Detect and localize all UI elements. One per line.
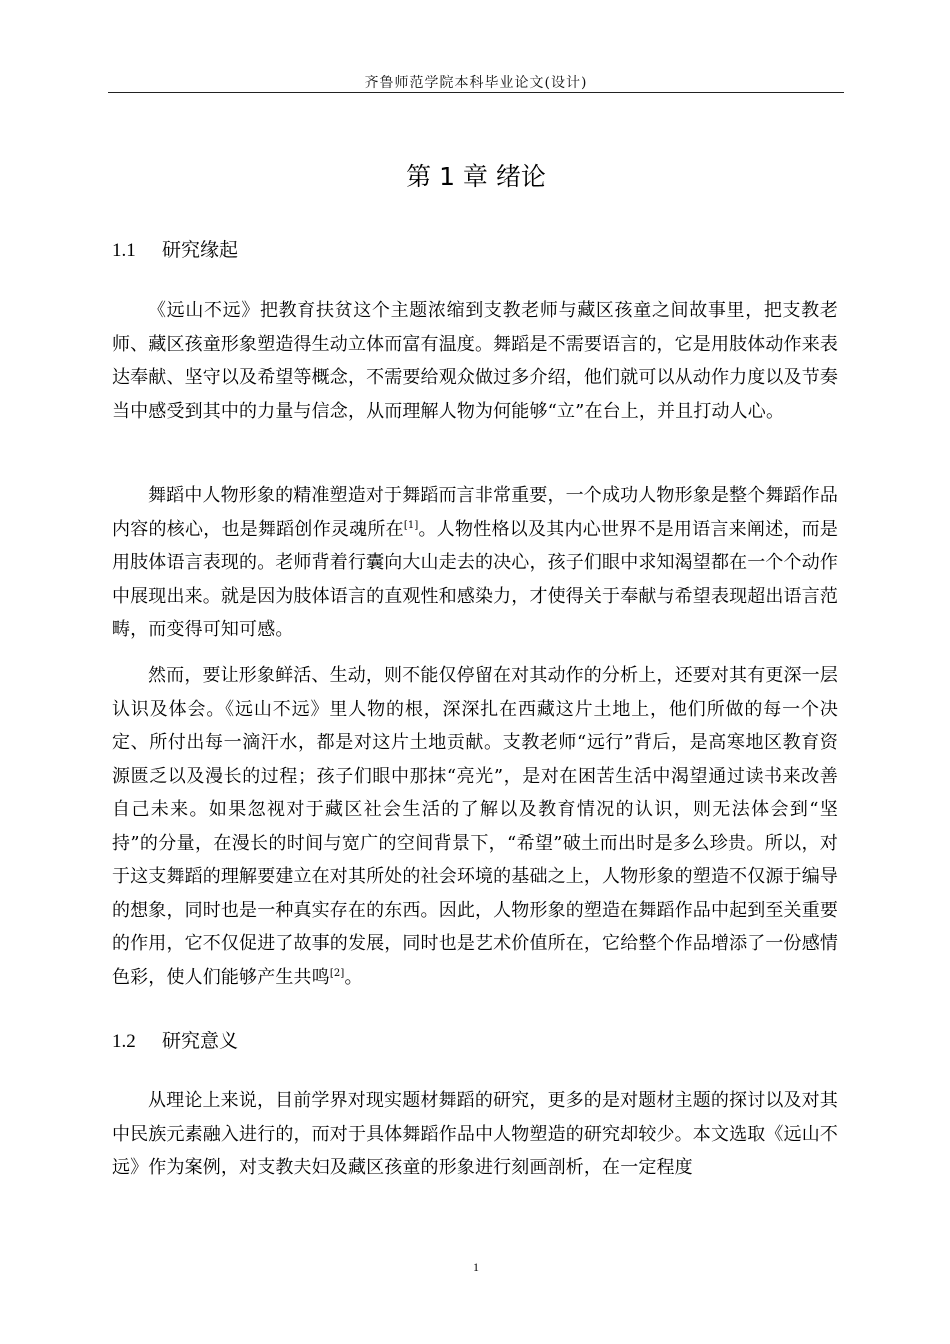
citation-ref: [2]: [329, 967, 345, 979]
section-heading-1-1: [112, 236, 238, 265]
section-heading-1-2: [112, 1027, 238, 1056]
citation-ref: [1]: [403, 519, 419, 531]
paragraph-text: 。人物性格以及其内心世界不是用语言来阐述，而是用肢体语言表现的。老师背着行囊向大山走去的决心，孩子们眼中求知渴望都在一个个动作中展现出来。就是因为肢体语言的直观性和感染力，才使得关于奉献与希望表现超出语言范畴，而变得可知可感。: [112, 518, 838, 640]
header-divider: [108, 92, 844, 93]
section-title: 研究缘起: [162, 239, 239, 261]
paragraph: [112, 659, 838, 994]
chapter-title: 第 1 章 绪论: [406, 162, 546, 191]
running-header: 齐鲁师范学院本科毕业论文(设计): [364, 75, 588, 91]
section-number: 1.1: [112, 240, 136, 261]
paragraph: 从理论上来说，目前学界对现实题材舞蹈的研究，更多的是对题材主题的探讨以及对其中民族元素融入进行的，而对于具体舞蹈作品中人物塑造的研究却较少。本文选取《远山不远》作为案例，对支教夫妇及藏区孩童的形象进行刻画剖析，在一定程度: [112, 1090, 838, 1178]
paragraph: 《远山不远》把教育扶贫这个主题浓缩到支教老师与藏区孩童之间故事里，把支教老师、藏区孩童形象塑造得生动立体而富有温度。舞蹈是不需要语言的，它是用肢体动作来表达奉献、坚守以及希望等概念，不需要给观众做过多介绍，他们就可以从动作力度以及节奏当中感受到其中的力量与信念，从而理解人物为何能够“立”在台上，并且打动人心。: [112, 300, 838, 422]
paragraph-text: 。: [344, 966, 363, 988]
section-number: 1.2: [112, 1031, 136, 1052]
page-number: 1: [473, 1260, 479, 1274]
section-title: 研究意义: [162, 1030, 239, 1052]
paragraph-text: 舞蹈中人物形象的精准塑造对于舞蹈而言非常重要，一个成功人物形象是整个舞蹈作品内容的核心，也是舞蹈创作灵魂所在: [112, 485, 838, 540]
paragraph-text: 然而，要让形象鲜活、生动，则不能仅停留在对其动作的分析上，还要对其有更深一层认识及体会。《远山不远》里人物的根，深深扎在西藏这片土地上，他们所做的每一个决定、所付出每一滴汗水，都是对这片土地贡献。支教老师“远行”背后，是高寒地区教育资源匮乏以及漫长的过程；孩子们眼中那抹“亮光”，是对在困苦生活中渴望通过读书来改善自己未来。如果忽视对于藏区社会生活的了解以及教育情况的认识，则无法体会到“坚持”的分量，在漫长的时间与宽广的空间背景下，“希望”破土而出时是多么珍贵。所以，对于这支舞蹈的理解要建立在对其所处的社会环境的基础之上，人物形象的塑造不仅源于编导的想象，同时也是一种真实存在的东西。因此，人物形象的塑造在舞蹈作品中起到至关重要的作用，它不仅促进了故事的发展，同时也是艺术价值所在，它给整个作品增添了一份感情色彩，使人们能够产生共鸣: [112, 665, 838, 988]
paragraph: [112, 479, 838, 647]
